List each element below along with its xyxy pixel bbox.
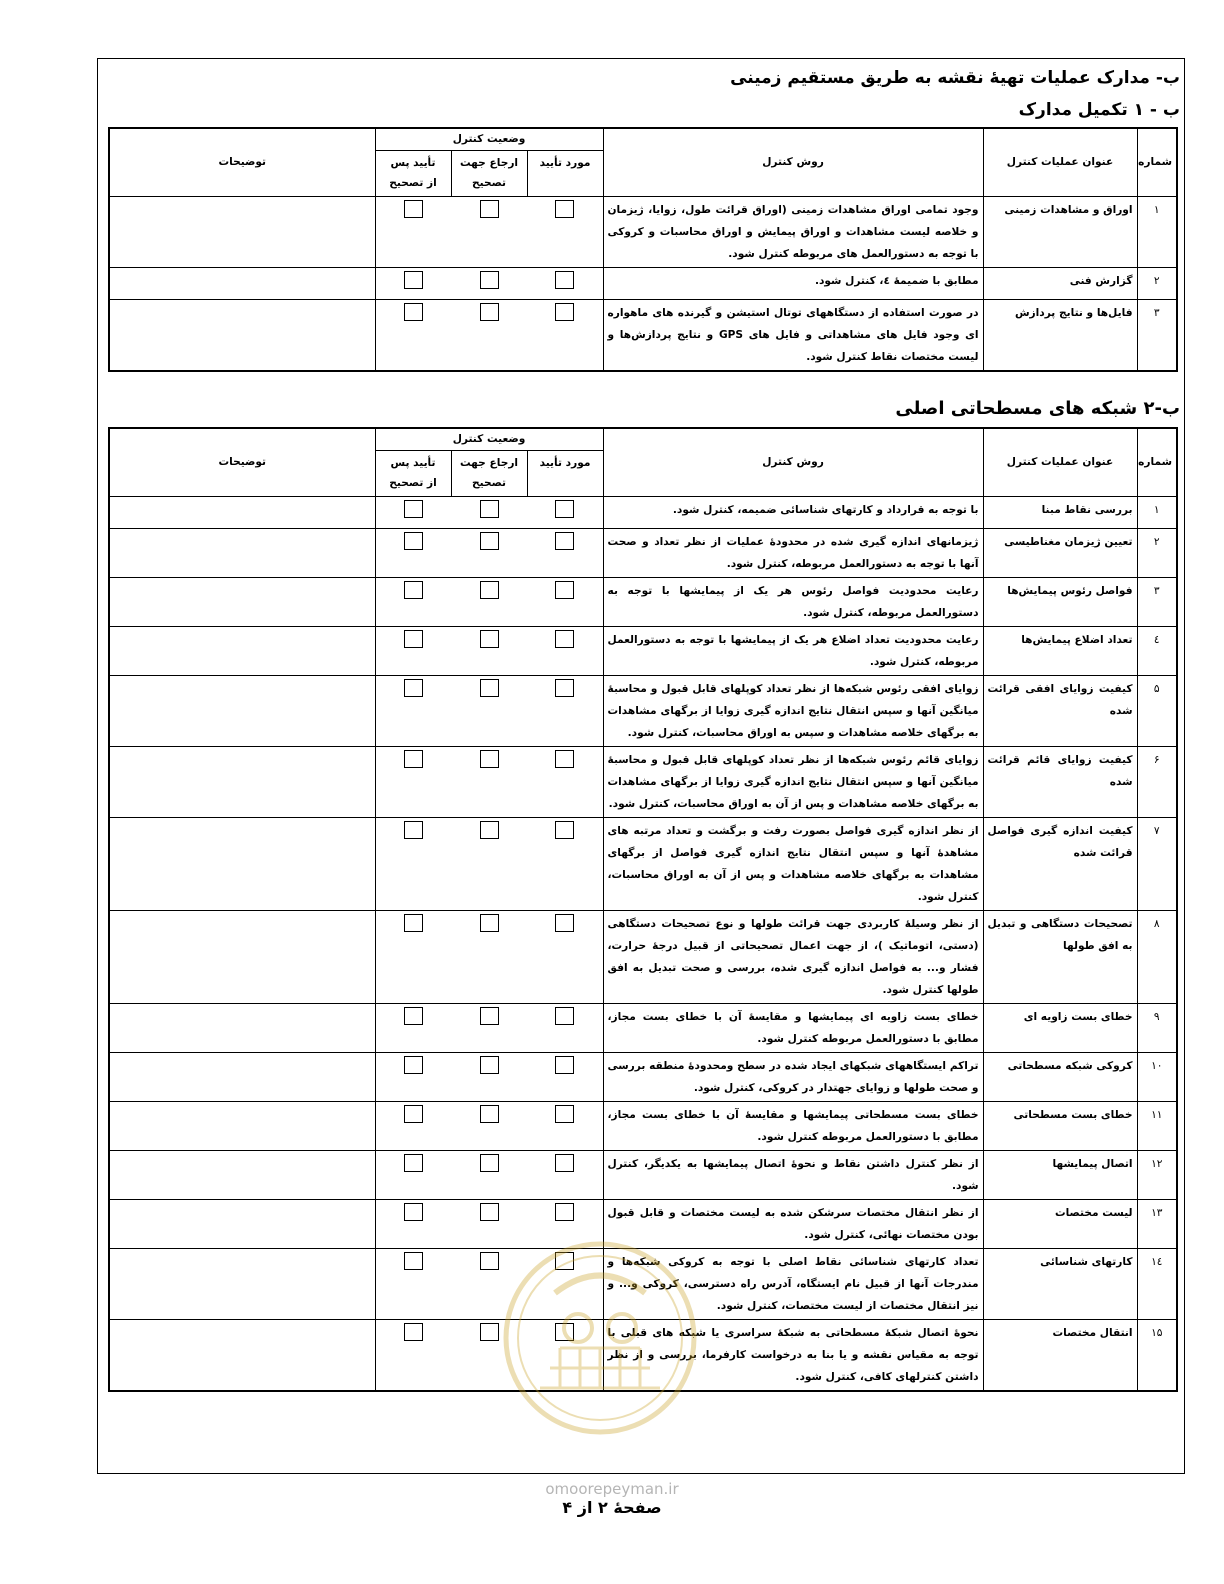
- return-cell: [451, 675, 527, 746]
- row-title: کروکی شبکه مسطحاتی: [983, 1052, 1137, 1101]
- row-notes[interactable]: [109, 1052, 375, 1101]
- row-notes[interactable]: [109, 299, 375, 371]
- approved-checkbox[interactable]: [555, 500, 574, 518]
- row-number: ۱: [1137, 196, 1177, 267]
- row-number: ۹: [1137, 1003, 1177, 1052]
- approved-after-correction-checkbox[interactable]: [404, 630, 423, 648]
- approved-after-cell: [375, 1052, 451, 1101]
- approved-after-correction-checkbox[interactable]: [404, 581, 423, 599]
- approved-after-correction-checkbox[interactable]: [404, 532, 423, 550]
- approved-cell: [527, 267, 603, 299]
- table-row: [109, 196, 1177, 267]
- row-notes[interactable]: [109, 267, 375, 299]
- return-cell: [451, 496, 527, 528]
- return-for-correction-checkbox[interactable]: [480, 1203, 499, 1221]
- header-title: عنوان عملیات کنترل: [983, 128, 1137, 196]
- row-title: اوراق و مشاهدات زمینی: [983, 196, 1137, 267]
- row-number: ۷: [1137, 817, 1177, 910]
- table-row: [109, 910, 1177, 1003]
- section-b2-heading: ب-۲ شبکه های مسطحاتی اصلی: [895, 398, 1180, 419]
- return-for-correction-checkbox[interactable]: [480, 630, 499, 648]
- approved-after-correction-checkbox[interactable]: [404, 1105, 423, 1123]
- approved-checkbox[interactable]: [555, 1154, 574, 1172]
- table-row: [109, 267, 1177, 299]
- row-method: با توجه به قرارداد و کارتهای شناسائی ضمیمه، کنترل شود.: [603, 496, 983, 528]
- row-title: خطای بست زاویه ای: [983, 1003, 1137, 1052]
- row-number: ۵: [1137, 675, 1177, 746]
- return-for-correction-checkbox[interactable]: [480, 914, 499, 932]
- row-title: کیفیت اندازه گیری فواصل قرائت شده: [983, 817, 1137, 910]
- return-cell: [451, 1052, 527, 1101]
- row-notes[interactable]: [109, 1199, 375, 1248]
- section-b1-heading: ب - ۱ تکمیل مدارک: [1018, 100, 1180, 120]
- row-number: ۱: [1137, 496, 1177, 528]
- header-notes: توضیحات: [109, 428, 375, 496]
- return-cell: [451, 1101, 527, 1150]
- table-row: [109, 675, 1177, 746]
- row-notes[interactable]: [109, 1101, 375, 1150]
- row-method: از نظر انتقال مختصات سرشکن شده به لیست مختصات و قابل قبول بودن مختصات نهائی، کنترل شود.: [603, 1199, 983, 1248]
- approved-after-cell: [375, 675, 451, 746]
- approved-after-cell: [375, 1248, 451, 1319]
- approved-after-correction-checkbox[interactable]: [404, 500, 423, 518]
- return-cell: [451, 299, 527, 371]
- table-row: [109, 528, 1177, 577]
- return-cell: [451, 196, 527, 267]
- row-notes[interactable]: [109, 746, 375, 817]
- approved-checkbox[interactable]: [555, 1056, 574, 1074]
- approved-after-correction-checkbox[interactable]: [404, 1154, 423, 1172]
- return-cell: [451, 746, 527, 817]
- approved-after-cell: [375, 626, 451, 675]
- row-method: از نظر وسیلهٔ کاربردی جهت قرائت طولها و نوع تصحیحات دستگاهی (دستی، اتوماتیک )، از جهت اعمال تصحیحاتی از قبیل درجهٔ حرارت، فشار و... به فواصل اندازه گیری شده، بررسی و صحت تبدیل به افق طولها کنترل شود.: [603, 910, 983, 1003]
- table-row: [109, 626, 1177, 675]
- approved-checkbox[interactable]: [555, 914, 574, 932]
- approved-cell: [527, 196, 603, 267]
- return-for-correction-checkbox[interactable]: [480, 581, 499, 599]
- row-number: ۱٤: [1137, 1248, 1177, 1319]
- return-for-correction-checkbox[interactable]: [480, 1323, 499, 1341]
- row-title: کارتهای شناسائی: [983, 1248, 1137, 1319]
- row-notes[interactable]: [109, 817, 375, 910]
- return-cell: [451, 267, 527, 299]
- row-method: از نظر اندازه گیری فواصل بصورت رفت و برگشت و تعداد مرتبه های مشاهدهٔ آنها و سپس انتقال نتایج اندازه گیری فواصل از برگهای مشاهدات به برگهای خلاصه مشاهدات و پس از آن به اوراق محاسبات، کنترل شود.: [603, 817, 983, 910]
- watermark-site-text: omoorepeyman.ir: [545, 1480, 679, 1498]
- approved-after-correction-checkbox[interactable]: [404, 821, 423, 839]
- header-title: عنوان عملیات کنترل: [983, 428, 1137, 496]
- approved-after-cell: [375, 528, 451, 577]
- row-title: انتقال مختصات: [983, 1319, 1137, 1391]
- row-number: ۱۵: [1137, 1319, 1177, 1391]
- row-number: ۸: [1137, 910, 1177, 1003]
- table-row: [109, 1101, 1177, 1150]
- row-method: خطای بست زاویه ای پیمایشها و مقایسهٔ آن با خطای بست مجاز، مطابق با دستورالعمل مربوطه کنترل شود.: [603, 1003, 983, 1052]
- row-method: وجود تمامی اوراق مشاهدات زمینی (اوراق قرائت طول، زوایا، ژیزمان و خلاصه لیست مشاهدات و اوراق پیمایش و اوراق محاسبات و کروکی با توجه به دستورالعمل های مربوطه کنترل شود.: [603, 196, 983, 267]
- approved-cell: [527, 577, 603, 626]
- approved-checkbox[interactable]: [555, 821, 574, 839]
- row-number: ۱۱: [1137, 1101, 1177, 1150]
- return-cell: [451, 626, 527, 675]
- row-notes[interactable]: [109, 1150, 375, 1199]
- return-for-correction-checkbox[interactable]: [480, 303, 499, 321]
- row-number: ۲: [1137, 528, 1177, 577]
- row-number: ۳: [1137, 577, 1177, 626]
- approved-cell: [527, 299, 603, 371]
- return-for-correction-checkbox[interactable]: [480, 1252, 499, 1270]
- table-documents-completion: [108, 127, 1178, 372]
- row-method: زوایای قائم رئوس شبکه‌ها از نظر تعداد کوپلهای قابل قبول و محاسبهٔ میانگین آنها و سپس انتقال نتایج اندازه گیری زوایا از برگهای مشاهدات به برگهای خلاصه مشاهدات و پس از آن به اوراق محاسبات، کنترل شود.: [603, 746, 983, 817]
- return-for-correction-checkbox[interactable]: [480, 271, 499, 289]
- return-for-correction-checkbox[interactable]: [480, 1105, 499, 1123]
- row-method: در صورت استفاده از دستگاههای توتال استیشن و گیرنده های ماهواره ای وجود فایل های مشاهداتی و فایل های GPS و نتایج پردازش‌ها و لیست مختصات نقاط کنترل شود.: [603, 299, 983, 371]
- row-method: تعداد کارتهای شناسائی نقاط اصلی با توجه به کروکی شبکه‌ها و مندرجات آنها از قبیل نام ایستگاه، آدرس راه دسترسی، کروکی و... و نیز انتقال مختصات از لیست مختصات، کنترل شود.: [603, 1248, 983, 1319]
- row-method: مطابق با ضمیمهٔ ٤، کنترل شود.: [603, 267, 983, 299]
- approved-after-correction-checkbox[interactable]: [404, 679, 423, 697]
- row-notes[interactable]: [109, 626, 375, 675]
- approved-checkbox[interactable]: [555, 271, 574, 289]
- approved-after-cell: [375, 1319, 451, 1391]
- row-number: ۱۲: [1137, 1150, 1177, 1199]
- row-method: نحوهٔ اتصال شبکهٔ مسطحاتی به شبکهٔ سراسری یا شبکه های قبلی با توجه به مقیاس نقشه و یا بنا به درخواست کارفرما، بررسی و از نظر داشتن کنترلهای کافی، کنترل شود.: [603, 1319, 983, 1391]
- table-row: [109, 299, 1177, 371]
- row-method: ژیزمانهای اندازه گیری شده در محدودهٔ عملیات از نظر تعداد و صحت آنها با توجه به دستورالعمل مربوطه، کنترل شود.: [603, 528, 983, 577]
- row-number: ۱۰: [1137, 1052, 1177, 1101]
- return-for-correction-checkbox[interactable]: [480, 1154, 499, 1172]
- row-method: از نظر کنترل داشتن نقاط و نحوهٔ اتصال پیمایشها به یکدیگر، کنترل شود.: [603, 1150, 983, 1199]
- header-return: ارجاع جهت تصحیح: [451, 450, 527, 496]
- row-title: لیست مختصات: [983, 1199, 1137, 1248]
- approved-checkbox[interactable]: [555, 532, 574, 550]
- row-method: خطای بست مسطحاتی پیمایشها و مقایسهٔ آن با خطای بست مجاز، مطابق با دستورالعمل مربوطه کنترل شود.: [603, 1101, 983, 1150]
- approved-after-correction-checkbox[interactable]: [404, 1203, 423, 1221]
- row-title: کیفیت زوایای افقی قرائت شده: [983, 675, 1137, 746]
- approved-cell: [527, 1052, 603, 1101]
- approved-after-cell: [375, 817, 451, 910]
- approved-checkbox[interactable]: [555, 581, 574, 599]
- row-number: ۳: [1137, 299, 1177, 371]
- approved-after-cell: [375, 1003, 451, 1052]
- return-for-correction-checkbox[interactable]: [480, 500, 499, 518]
- approved-after-cell: [375, 910, 451, 1003]
- row-number: ۲: [1137, 267, 1177, 299]
- approved-cell: [527, 746, 603, 817]
- approved-checkbox[interactable]: [555, 679, 574, 697]
- row-notes[interactable]: [109, 196, 375, 267]
- header-return: ارجاع جهت تصحیح: [451, 150, 527, 196]
- return-for-correction-checkbox[interactable]: [480, 821, 499, 839]
- section-b-heading: ب- مدارک عملیات تهیهٔ نقشه به طریق مستقیم زمینی: [730, 68, 1180, 88]
- approved-cell: [527, 675, 603, 746]
- approved-after-cell: [375, 1101, 451, 1150]
- approved-after-cell: [375, 577, 451, 626]
- return-cell: [451, 817, 527, 910]
- table-row: [109, 746, 1177, 817]
- row-title: تعداد اضلاع پیمایش‌ها: [983, 626, 1137, 675]
- approved-after-cell: [375, 496, 451, 528]
- table-row: [109, 1052, 1177, 1101]
- table-row: [109, 817, 1177, 910]
- row-notes[interactable]: [109, 1003, 375, 1052]
- approved-after-cell: [375, 1150, 451, 1199]
- table-row: [109, 1003, 1177, 1052]
- approved-after-correction-checkbox[interactable]: [404, 1323, 423, 1341]
- approved-checkbox[interactable]: [555, 750, 574, 768]
- approved-cell: [527, 910, 603, 1003]
- approved-cell: [527, 817, 603, 910]
- approved-cell: [527, 626, 603, 675]
- approved-cell: [527, 1150, 603, 1199]
- approved-checkbox[interactable]: [555, 630, 574, 648]
- return-for-correction-checkbox[interactable]: [480, 1007, 499, 1025]
- approved-after-correction-checkbox[interactable]: [404, 1056, 423, 1074]
- approved-after-cell: [375, 299, 451, 371]
- header-status-group: وضعیت کنترل: [375, 428, 603, 450]
- approved-after-correction-checkbox[interactable]: [404, 271, 423, 289]
- row-notes[interactable]: [109, 528, 375, 577]
- header-approved-after: تأیید پس از تصحیح: [375, 450, 451, 496]
- row-method: رعایت محدودیت تعداد اضلاع هر یک از پیمایشها با توجه به دستورالعمل مربوطه، کنترل شود.: [603, 626, 983, 675]
- row-notes[interactable]: [109, 1248, 375, 1319]
- row-notes[interactable]: [109, 1319, 375, 1391]
- row-number: ۶: [1137, 746, 1177, 817]
- row-title: کیفیت زوایای قائم قرائت شده: [983, 746, 1137, 817]
- return-for-correction-checkbox[interactable]: [480, 200, 499, 218]
- header-method: روش کنترل: [603, 428, 983, 496]
- row-number: ٤: [1137, 626, 1177, 675]
- row-title: خطای بست مسطحاتی: [983, 1101, 1137, 1150]
- row-title: تعیین ژیزمان مغناطیسی: [983, 528, 1137, 577]
- approved-after-correction-checkbox[interactable]: [404, 914, 423, 932]
- approved-after-cell: [375, 196, 451, 267]
- row-title: فایل‌ها و نتایج پردازش: [983, 299, 1137, 371]
- approved-after-cell: [375, 267, 451, 299]
- return-for-correction-checkbox[interactable]: [480, 532, 499, 550]
- return-cell: [451, 910, 527, 1003]
- return-cell: [451, 1150, 527, 1199]
- row-title: گزارش فنی: [983, 267, 1137, 299]
- row-title: تصحیحات دستگاهی و تبدیل به افق طولها: [983, 910, 1137, 1003]
- approved-checkbox[interactable]: [555, 1105, 574, 1123]
- header-method: روش کنترل: [603, 128, 983, 196]
- approved-cell: [527, 528, 603, 577]
- row-method: تراکم ایستگاههای شبکهای ایجاد شده در سطح ومحدودهٔ منطقه بررسی و صحت طولها و زوایای جهتدار در کروکی، کنترل شود.: [603, 1052, 983, 1101]
- approved-after-correction-checkbox[interactable]: [404, 200, 423, 218]
- approved-after-cell: [375, 746, 451, 817]
- return-cell: [451, 577, 527, 626]
- header-number: شماره: [1137, 428, 1177, 496]
- table-row: [109, 577, 1177, 626]
- page-number: صفحهٔ ۲ از ۴: [562, 1498, 662, 1517]
- row-notes[interactable]: [109, 577, 375, 626]
- approved-after-correction-checkbox[interactable]: [404, 750, 423, 768]
- approved-checkbox[interactable]: [555, 1007, 574, 1025]
- approved-after-correction-checkbox[interactable]: [404, 303, 423, 321]
- row-number: ۱۳: [1137, 1199, 1177, 1248]
- table-row: [109, 1150, 1177, 1199]
- return-for-correction-checkbox[interactable]: [480, 679, 499, 697]
- header-status-group: وضعیت کنترل: [375, 128, 603, 150]
- header-approved-after: تأیید پس از تصحیح: [375, 150, 451, 196]
- row-notes[interactable]: [109, 910, 375, 1003]
- header-number: شماره: [1137, 128, 1177, 196]
- return-for-correction-checkbox[interactable]: [480, 750, 499, 768]
- row-title: فواصل رئوس پیمایش‌ها: [983, 577, 1137, 626]
- row-title: بررسی نقاط مبنا: [983, 496, 1137, 528]
- return-cell: [451, 1003, 527, 1052]
- approved-after-correction-checkbox[interactable]: [404, 1252, 423, 1270]
- approved-cell: [527, 496, 603, 528]
- return-cell: [451, 528, 527, 577]
- row-method: رعایت محدودیت فواصل رئوس هر یک از پیمایشها با توجه به دستورالعمل مربوطه، کنترل شود.: [603, 577, 983, 626]
- row-notes[interactable]: [109, 496, 375, 528]
- row-title: اتصال پیمایشها: [983, 1150, 1137, 1199]
- row-notes[interactable]: [109, 675, 375, 746]
- approved-checkbox[interactable]: [555, 303, 574, 321]
- header-approved: مورد تأیید: [527, 450, 603, 496]
- header-notes: توضیحات: [109, 128, 375, 196]
- header-approved: مورد تأیید: [527, 150, 603, 196]
- row-method: زوایای افقی رئوس شبکه‌ها از نظر تعداد کوپلهای قابل قبول و محاسبهٔ میانگین آنها و سپس انتقال نتایج اندازه گیری زوایا از برگهای مشاهدات به برگهای خلاصه مشاهدات و سپس به اوراق محاسبات، کنترل شود.: [603, 675, 983, 746]
- approved-cell: [527, 1101, 603, 1150]
- watermark-seal-icon: [500, 1238, 700, 1438]
- approved-cell: [527, 1003, 603, 1052]
- table-row: [109, 496, 1177, 528]
- return-for-correction-checkbox[interactable]: [480, 1056, 499, 1074]
- approved-after-correction-checkbox[interactable]: [404, 1007, 423, 1025]
- approved-after-cell: [375, 1199, 451, 1248]
- approved-checkbox[interactable]: [555, 200, 574, 218]
- approved-checkbox[interactable]: [555, 1203, 574, 1221]
